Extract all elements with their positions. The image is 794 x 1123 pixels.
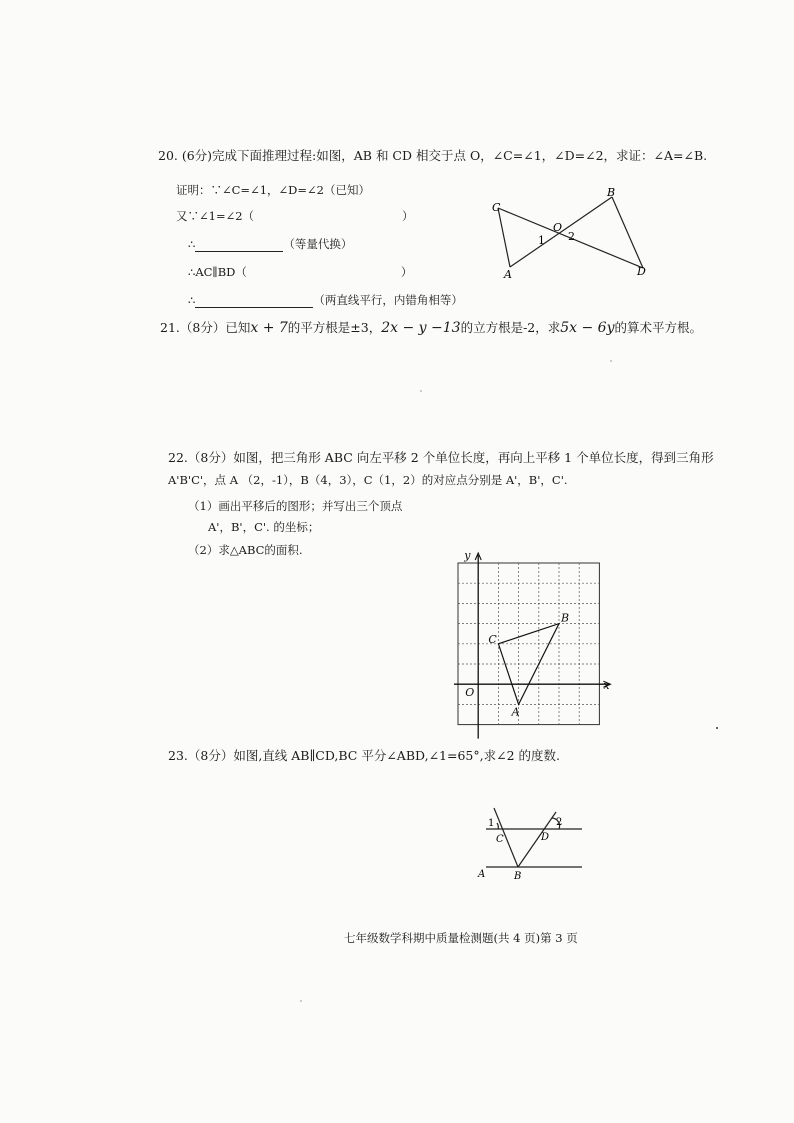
- q20-label-C: C: [492, 201, 501, 214]
- q20-line5-reason: （两直线平行，内错角相等）: [313, 293, 463, 307]
- q21-expr2: 2x − y −13: [381, 320, 461, 336]
- q20-label-A: A: [504, 268, 512, 281]
- q20-label-O: O: [553, 221, 563, 234]
- q22-line2: A'B'C'，点 A （2，-1），B（4，3），C（1，2）的对应点分别是 A'，B'，C'.: [168, 473, 568, 487]
- q22-sub1-a: （1）画出平移后的图形；并写出三个顶点: [188, 499, 403, 513]
- q20-line4-prefix: ∴AC∥BD（: [188, 265, 247, 279]
- q20-proof-line1: 证明：∵∠C=∠1，∠D=∠2（已知）: [176, 183, 370, 197]
- q20-label-B: B: [607, 186, 616, 199]
- axis-label-y: y: [464, 549, 471, 562]
- q20-label-D: D: [637, 265, 646, 278]
- scan-speck: [610, 360, 612, 362]
- q20-stem: 20. (6分)完成下面推理过程:如图，AB 和 CD 相交于点 O，∠C=∠1，∠D=∠2，求证：∠A=∠B.: [158, 148, 708, 163]
- q22-sub1-b: A'，B'，C'. 的坐标；: [208, 520, 320, 534]
- q23-label-B: B: [514, 871, 522, 882]
- point-label-A: A: [511, 705, 520, 719]
- q21-label: 21.（8分）已知: [160, 320, 251, 335]
- q20-label-angle1: 1: [538, 234, 545, 247]
- axis-label-origin: O: [465, 686, 475, 700]
- q21-tail: 的算术平方根。: [614, 320, 703, 335]
- q20-label-angle2: 2: [568, 230, 575, 243]
- q21-mid1: 的平方根是±3，: [287, 320, 382, 335]
- scan-speck: [716, 727, 718, 729]
- q22-sub2: （2）求△ABC的面积.: [188, 543, 303, 557]
- scan-speck: [300, 1000, 302, 1002]
- q21-expr3: 5x − 6y: [560, 320, 615, 336]
- q23-label-angle1: 1: [488, 818, 495, 829]
- page-footer: 七年级数学科期中质量检测题(共 4 页)第 3 页: [344, 931, 578, 945]
- q23-label-angle2: 2: [556, 817, 563, 828]
- q23-label-D: D: [541, 832, 550, 843]
- axis-label-x: x: [603, 679, 610, 693]
- point-label-B: B: [561, 611, 570, 625]
- q20-line2-suffix: ）: [402, 209, 414, 223]
- q20-line3-prefix: ∴: [188, 237, 196, 251]
- q20-line4-suffix: ）: [400, 265, 413, 279]
- scan-speck: [420, 390, 422, 392]
- q23-label-C: C: [496, 834, 504, 845]
- q22-line1: 22.（8分）如图，把三角形 ABC 向左平移 2 个单位长度，再向上平移 1 个单位长度，得到三角形: [168, 450, 714, 465]
- q23-angle1-arc: [497, 823, 498, 829]
- q20-line5-prefix: ∴: [188, 293, 196, 307]
- q20-line3-reason: （等量代换）: [283, 237, 353, 251]
- q21-mid2: 的立方根是-2，求: [460, 320, 561, 335]
- q20-line2-prefix: 又∵∠1=∠2（: [176, 209, 255, 223]
- q23-line-BD: [518, 812, 556, 867]
- q23-stem: 23.（8分）如图,直线 AB∥CD,BC 平分∠ABD,∠1=65°,求∠2 的度数.: [168, 748, 560, 763]
- q23-label-A: A: [478, 869, 486, 880]
- q21-expr1: x + 7: [250, 320, 288, 336]
- point-label-C: C: [488, 632, 497, 646]
